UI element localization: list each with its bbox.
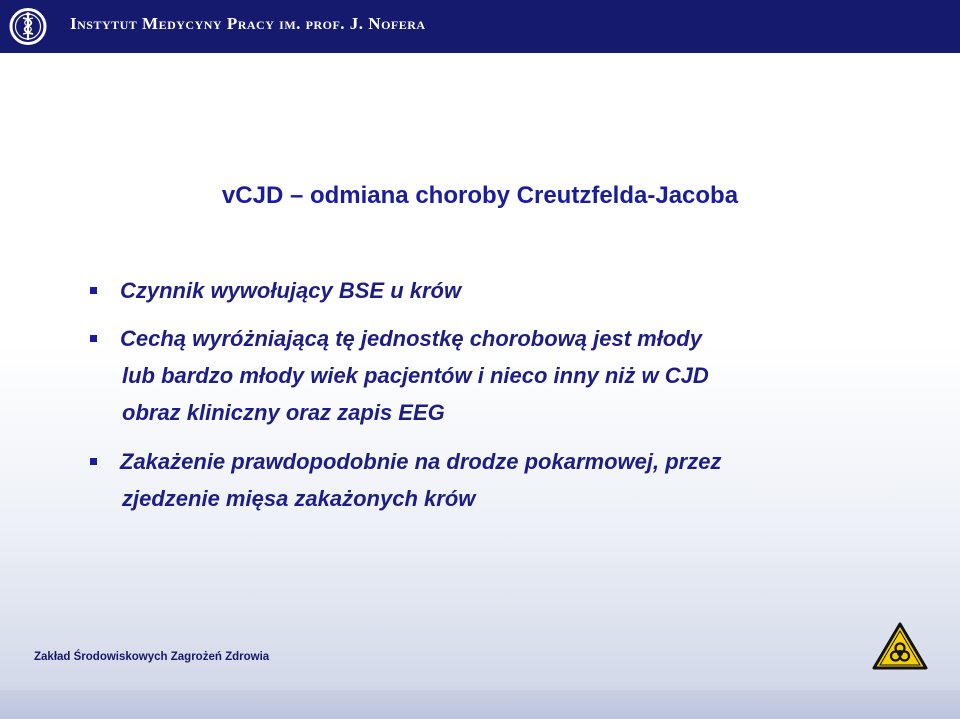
bullet-square-icon [90,335,97,342]
bullet-text-line: Cechą wyróżniającą tę jednostkę chorobową jest młody [120,326,702,351]
bullet-item [84,320,904,431]
bullet-text-line: obraz kliniczny oraz zapis EEG [122,400,445,425]
bullet-item [84,272,904,309]
slide-title: vCJD – odmiana choroby Creutzfelda-Jacoba [221,182,739,209]
bullet-text-line: zjedzenie mięsa zakażonych krów [122,486,476,511]
bullet-text-line: Czynnik wywołujący BSE u krów [120,278,462,303]
bullet-list [84,272,904,517]
biohazard-warning-icon [872,622,928,670]
bullet-square-icon [90,287,97,294]
medical-caduceus-icon [6,5,50,48]
footer-department: Zakład Środowiskowych Zagrożeń Zdrowia [34,651,270,663]
bullet-text-line: Zakażenie prawdopodobnie na drodze pokarmowej, przez [120,449,722,474]
bullet-square-icon [90,458,97,465]
bullet-text-line: lub bardzo młody wiek pacjentów i nieco inny niż w CJD [122,363,709,388]
bottom-strip [0,690,960,719]
header-bar [0,0,960,53]
institute-name: Instytut Medycyny Pracy im. prof. J. Nofera [70,14,426,33]
bullet-item [84,443,904,517]
